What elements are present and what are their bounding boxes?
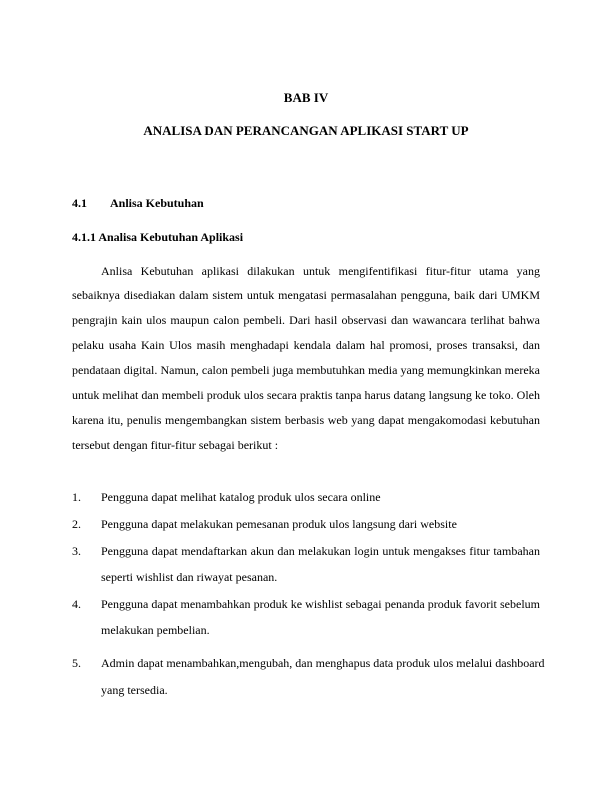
paragraph-line: karena itu, penulis mengembangkan sistem berbasis web yang dapat mengakomodasi kebutuhan — [72, 413, 540, 427]
paragraph-line: pengrajin kain ulos maupun calon pembeli. Dari hasil observasi dan wawancara terlihat bahwa — [72, 313, 540, 327]
list-item-text: Pengguna dapat melakukan pemesanan produk ulos langsung dari website — [101, 517, 457, 531]
paragraph-line: pendataan digital. Namun, calon pembeli juga membutuhkan media yang memungkinkan mereka — [72, 363, 540, 377]
list-item-number: 5. — [72, 656, 81, 670]
list-item-text: yang tersedia. — [101, 683, 168, 697]
list-item-text: Pengguna dapat melihat katalog produk ulos secara online — [101, 490, 381, 504]
paragraph-line: pelaku usaha Kain Ulos masih menghadapi kendala dalam hal promosi, proses transaksi, dan — [72, 338, 540, 352]
list-item-number: 4. — [72, 597, 81, 611]
list-item-number: 2. — [72, 517, 81, 531]
section-number: 4.1 — [72, 196, 87, 210]
list-item-text: Pengguna dapat menambahkan produk ke wishlist sebagai penanda produk favorit sebelum — [101, 597, 540, 611]
list-item-text: seperti wishlist dan riwayat pesanan. — [101, 570, 278, 584]
list-item-text: Admin dapat menambahkan,mengubah, dan menghapus data produk ulos melalui dashboard — [101, 656, 545, 670]
paragraph-line: Anlisa Kebutuhan aplikasi dilakukan untuk mengifentifikasi fitur-fitur utama yang — [101, 264, 540, 278]
paragraph-line: untuk melihat dan membeli produk ulos secara praktis tanpa harus datang langsung ke toko. Oleh — [72, 388, 540, 402]
section-heading — [72, 196, 204, 211]
subsection-heading: 4.1.1 Analisa Kebutuhan Aplikasi — [72, 230, 244, 244]
list-item-number: 1. — [72, 490, 81, 504]
section-title: Anlisa Kebutuhan — [110, 196, 204, 210]
paragraph-line: tersebut dengan fitur-fitur sebagai berikut : — [72, 438, 279, 452]
list-item-number: 3. — [72, 544, 81, 558]
paragraph-line: sebaiknya disediakan dalam sistem untuk mengatasi permasalahan pengguna, baik dari UMKM — [72, 288, 540, 302]
chapter-title: ANALISA DAN PERANCANGAN APLIKASI START UP — [143, 123, 469, 138]
list-item-text: melakukan pembelian. — [101, 623, 210, 637]
chapter-label: BAB IV — [283, 90, 329, 105]
list-item-text: Pengguna dapat mendaftarkan akun dan melakukan login untuk mengakses fitur tambahan — [101, 544, 540, 558]
